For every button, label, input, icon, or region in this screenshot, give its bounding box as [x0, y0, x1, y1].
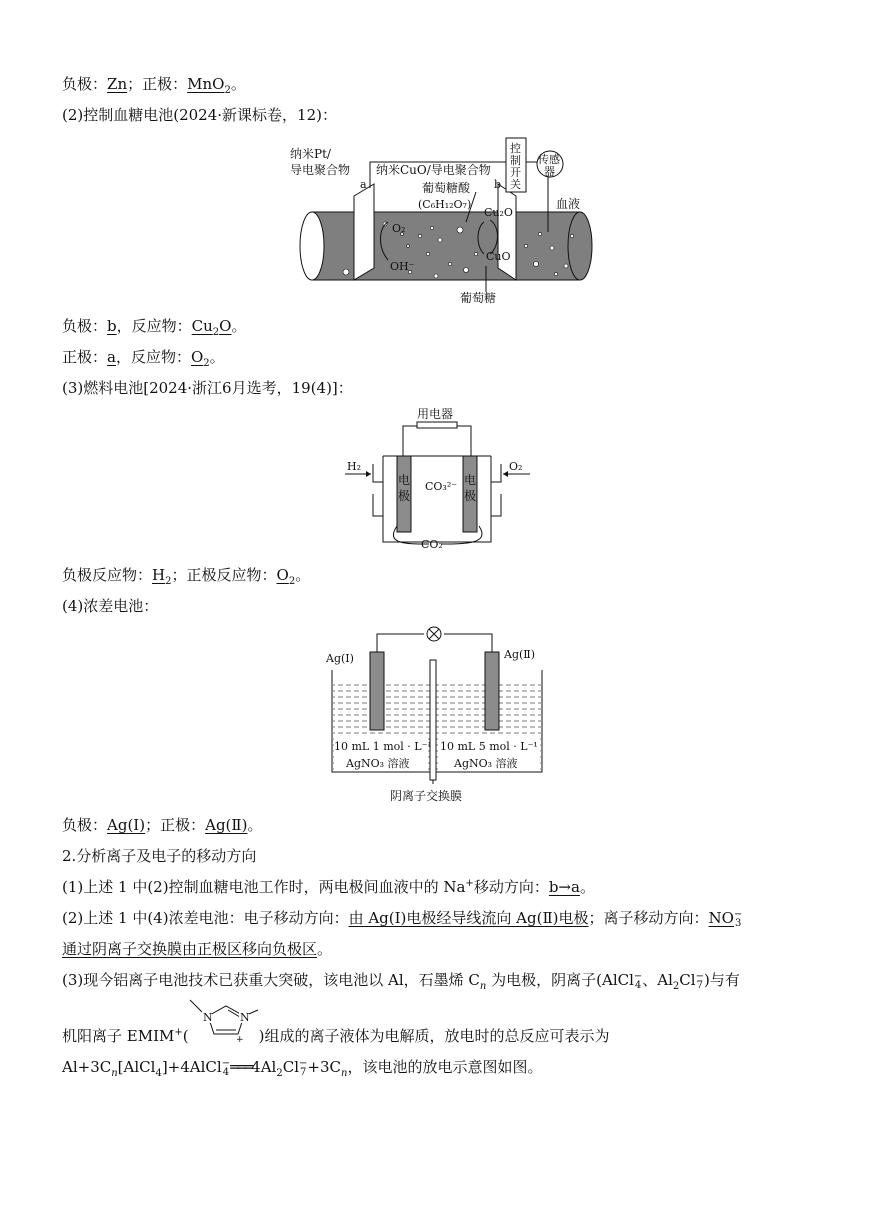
- answer-b: b: [107, 317, 117, 335]
- label-formula: (C₆H₁₂O₇): [418, 198, 472, 211]
- section-fuel-cell-title: (3)燃料电池[2024·浙江6月选考，19(4)]：: [62, 379, 353, 397]
- fuel-cell-figure: [345, 404, 530, 552]
- answer-o2: $O_2$: [190, 348, 210, 369]
- answer-ag2: Ag(Ⅱ): [205, 816, 248, 834]
- label-solution-1: 10 mL 1 mol · L⁻¹: [334, 740, 432, 753]
- label-o2-fuel: O₂: [509, 460, 523, 473]
- label-positive: ；正极：: [127, 75, 188, 93]
- label-solution-2b: AgNO₃ 溶液: [454, 757, 518, 770]
- label-control-4: 关: [510, 178, 521, 191]
- label-gluconic-acid: 葡萄糖酸: [422, 181, 471, 195]
- answer-line-5: 负极：Ag(Ⅰ)；正极：Ag(Ⅱ)。: [62, 816, 263, 834]
- answer-mno2: MnO$_2$: [187, 75, 231, 96]
- label-h2: H₂: [347, 460, 362, 473]
- label-sensor: 传感: [538, 153, 560, 166]
- label-control-2: 制: [510, 154, 521, 167]
- label-cuo: CuO: [486, 250, 511, 263]
- label-plus: +: [236, 1035, 244, 1044]
- label-device: 用电器: [417, 407, 454, 421]
- label-cu2o: Cu₂O: [484, 206, 513, 219]
- label-ag2: Ag(Ⅱ): [504, 648, 536, 661]
- answer-line-1: 负极：Zn；正极：MnO$_2$。: [62, 75, 246, 96]
- section-blood-sugar-title: (2)控制血糖电池(2024·新课标卷，12)：: [62, 106, 337, 124]
- answer-zn: Zn: [107, 75, 128, 93]
- answer-electron-path: 由 Ag(Ⅰ)电极经导线流向 Ag(Ⅱ)电极: [348, 909, 589, 927]
- label-electrode-right-2: 极: [464, 489, 477, 503]
- answer-o2-fuel: $O_2$: [276, 566, 296, 587]
- label-co2: CO₂: [421, 538, 443, 551]
- question-3: (3)现今铝离子电池技术已获重大突破，该电池以 Al，石墨烯 $C_n$ 为电极，阴离子(AlCl − 4 、$Al_2Cl$ − 7 )与有: [62, 971, 740, 992]
- label-electrode-left-1: 电: [398, 473, 411, 487]
- label-solution-1b: AgNO₃ 溶液: [346, 757, 410, 770]
- answer-line-2: 负极：b，反应物：$Cu_2O$。: [62, 317, 247, 338]
- label-blood: 血液: [556, 197, 581, 211]
- label-electrode-a: a: [360, 178, 367, 191]
- label-glucose: 葡萄糖: [460, 291, 497, 305]
- question-1: (1)上述 1 中(2)控制血糖电池工作时，两电极间血液中的 Na+移动方向：b→a。: [62, 878, 595, 896]
- label-membrane: 阴离子交换膜: [390, 789, 463, 803]
- question-2-cont: 通过阴离子交换膜由正极区移向负极区。: [62, 940, 333, 958]
- question-3-cont: 机阳离子 EMIM+( )组成的离子液体为电解质，放电时的总反应可表示为: [62, 1027, 610, 1045]
- answer-no3: NO − 3: [708, 909, 743, 929]
- label-sensor-2: 器: [544, 165, 555, 178]
- label-electrode-left-2: 极: [398, 489, 411, 503]
- label-control-3: 开: [510, 166, 521, 179]
- label-pt: 纳米Pt/: [290, 147, 331, 161]
- label-oh: OH⁻: [390, 260, 415, 273]
- answer-cu2o: $Cu_2O$: [191, 317, 232, 338]
- label-electrode-b: b: [494, 178, 502, 191]
- blood-sugar-battery-figure: [290, 136, 602, 308]
- answer-line-3: 正极：a，反应物：$O_2$。: [62, 348, 225, 369]
- answer-direction: b→a: [548, 878, 580, 896]
- label-ag1: Ag(Ⅰ): [326, 652, 354, 665]
- label-co3: CO₃²⁻: [425, 480, 458, 493]
- label-electrode-right-1: 电: [464, 473, 477, 487]
- label-o2: O₂: [392, 222, 406, 235]
- answer-line-4: 负极反应物：$H_2$；正极反应物：$O_2$。: [62, 566, 311, 587]
- section-concentration-cell-title: (4)浓差电池：: [62, 597, 159, 615]
- answer-ag1: Ag(Ⅰ): [107, 816, 146, 834]
- question-2: (2)上述 1 中(4)浓差电池：电子移动方向：由 Ag(Ⅰ)电极经导线流向 Ag(Ⅱ)电极；离子移动方向：NO − 3: [62, 909, 743, 929]
- concentration-cell-figure: [322, 622, 552, 804]
- section-2-title: 2.分析离子及电子的移动方向: [62, 847, 257, 865]
- label-n1: N: [203, 1011, 213, 1024]
- answer-a: a: [107, 348, 116, 366]
- label-n2: N: [240, 1011, 250, 1024]
- total-reaction: $Al+3C_n[AlCl_4]+4AlCl$ − 4 $═══4Al_2Cl$ − 7 $+3C_n$，该电池的放电示意图如图。: [62, 1058, 543, 1079]
- answer-ion-path: 通过阴离子交换膜由正极区移向负极区: [62, 940, 318, 958]
- label-negative: 负极：: [62, 75, 108, 93]
- answer-h2: $H_2$: [152, 566, 172, 587]
- label-pt-polymer: 导电聚合物: [290, 163, 351, 177]
- label-cuo-polymer: 纳米CuO/导电聚合物: [376, 163, 491, 177]
- label-solution-2: 10 mL 5 mol · L⁻¹: [440, 740, 538, 753]
- label-control-1: 控: [510, 142, 521, 155]
